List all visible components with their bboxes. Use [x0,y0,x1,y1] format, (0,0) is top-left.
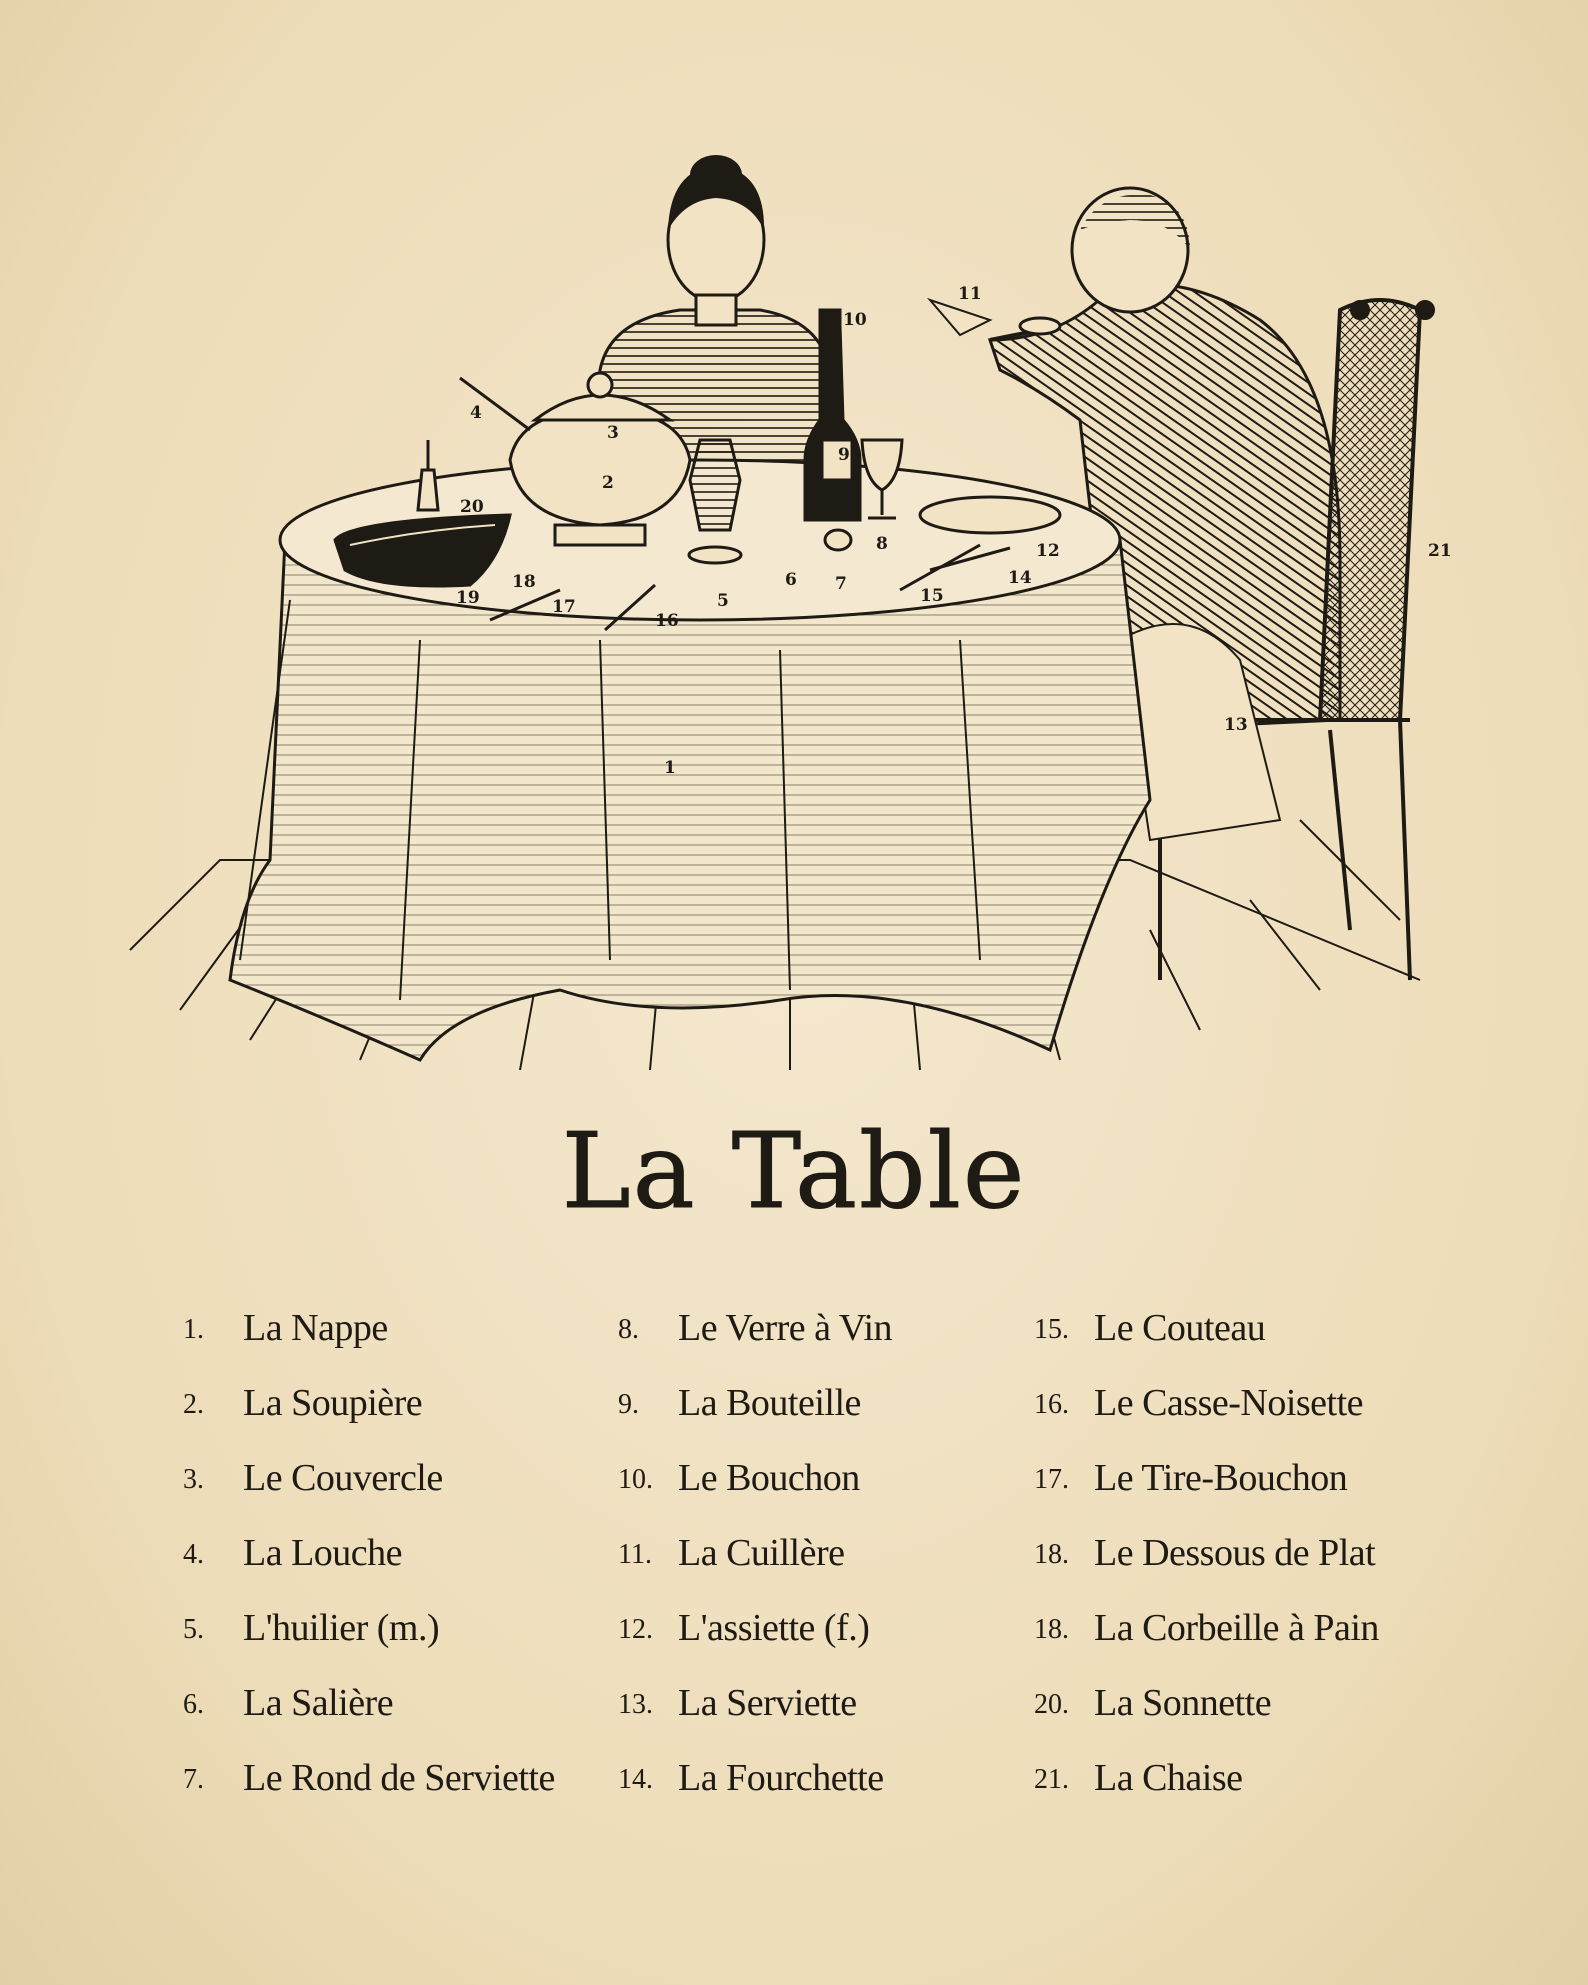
legend-label: Le Dessous de Plat [1094,1532,1376,1574]
callout-6: 6 [785,570,797,590]
callout-21: 21 [1428,541,1452,561]
page-title: La Table [561,1110,1027,1232]
callout-4: 4 [470,403,482,423]
callout-13: 13 [1224,715,1248,735]
legend-label: La Salière [243,1682,394,1724]
legend-number: 18. [1034,1614,1069,1645]
legend-number: 13. [618,1689,653,1720]
callout-20: 20 [460,497,484,517]
legend-number: 17. [1034,1464,1069,1495]
legend-number: 12. [618,1614,653,1645]
callout-3: 3 [607,423,619,443]
callout-11: 11 [958,284,982,304]
legend-number: 15. [1034,1314,1069,1345]
callout-14: 14 [1008,568,1032,588]
callout-19: 19 [456,588,480,608]
legend-label: Le Verre à Vin [678,1307,893,1349]
callout-15: 15 [920,586,944,606]
legend-number: 1. [183,1314,204,1345]
legend-label: La Bouteille [678,1382,861,1424]
legend-number: 4. [183,1539,204,1570]
callout-1: 1 [664,758,676,778]
callout-10: 10 [843,310,867,330]
legend-label: Le Casse-Noisette [1094,1382,1364,1424]
legend [0,1300,1588,1820]
legend-number: 11. [618,1539,652,1570]
legend-label: La Cuillère [678,1532,845,1574]
legend-label: Le Couteau [1094,1307,1266,1349]
callout-5: 5 [717,591,729,611]
callout-7: 7 [835,574,847,594]
callout-12: 12 [1036,541,1060,561]
legend-number: 16. [1034,1389,1069,1420]
legend-number: 14. [618,1764,653,1795]
legend-label: La Nappe [243,1307,388,1349]
legend-label: L'huilier (m.) [243,1607,440,1649]
legend-label: Le Rond de Serviette [243,1757,555,1799]
callout-9: 9 [838,445,850,465]
legend-number: 6. [183,1689,204,1720]
legend-label: La Chaise [1094,1757,1243,1799]
legend-number: 21. [1034,1764,1069,1795]
legend-number: 8. [618,1314,639,1345]
legend-number: 10. [618,1464,653,1495]
callout-16: 16 [655,611,679,631]
legend-number: 2. [183,1389,204,1420]
legend-label: Le Bouchon [678,1457,860,1499]
legend-label: Le Tire-Bouchon [1094,1457,1348,1499]
callout-17: 17 [552,597,576,617]
legend-label: La Serviette [678,1682,857,1724]
callout-8: 8 [876,534,888,554]
legend-label: Le Couvercle [243,1457,443,1499]
legend-label: La Fourchette [678,1757,884,1799]
legend-number: 9. [618,1389,639,1420]
legend-label: La Soupière [243,1382,423,1424]
legend-label: La Sonnette [1094,1682,1272,1724]
legend-label: La Louche [243,1532,403,1574]
legend-number: 3. [183,1464,204,1495]
legend-number: 18. [1034,1539,1069,1570]
legend-number: 5. [183,1614,204,1645]
legend-number: 20. [1034,1689,1069,1720]
callout-2: 2 [602,473,614,493]
legend-label: L'assiette (f.) [678,1607,870,1649]
legend-label: La Corbeille à Pain [1094,1607,1379,1649]
legend-number: 7. [183,1764,204,1795]
callout-18: 18 [512,572,536,592]
